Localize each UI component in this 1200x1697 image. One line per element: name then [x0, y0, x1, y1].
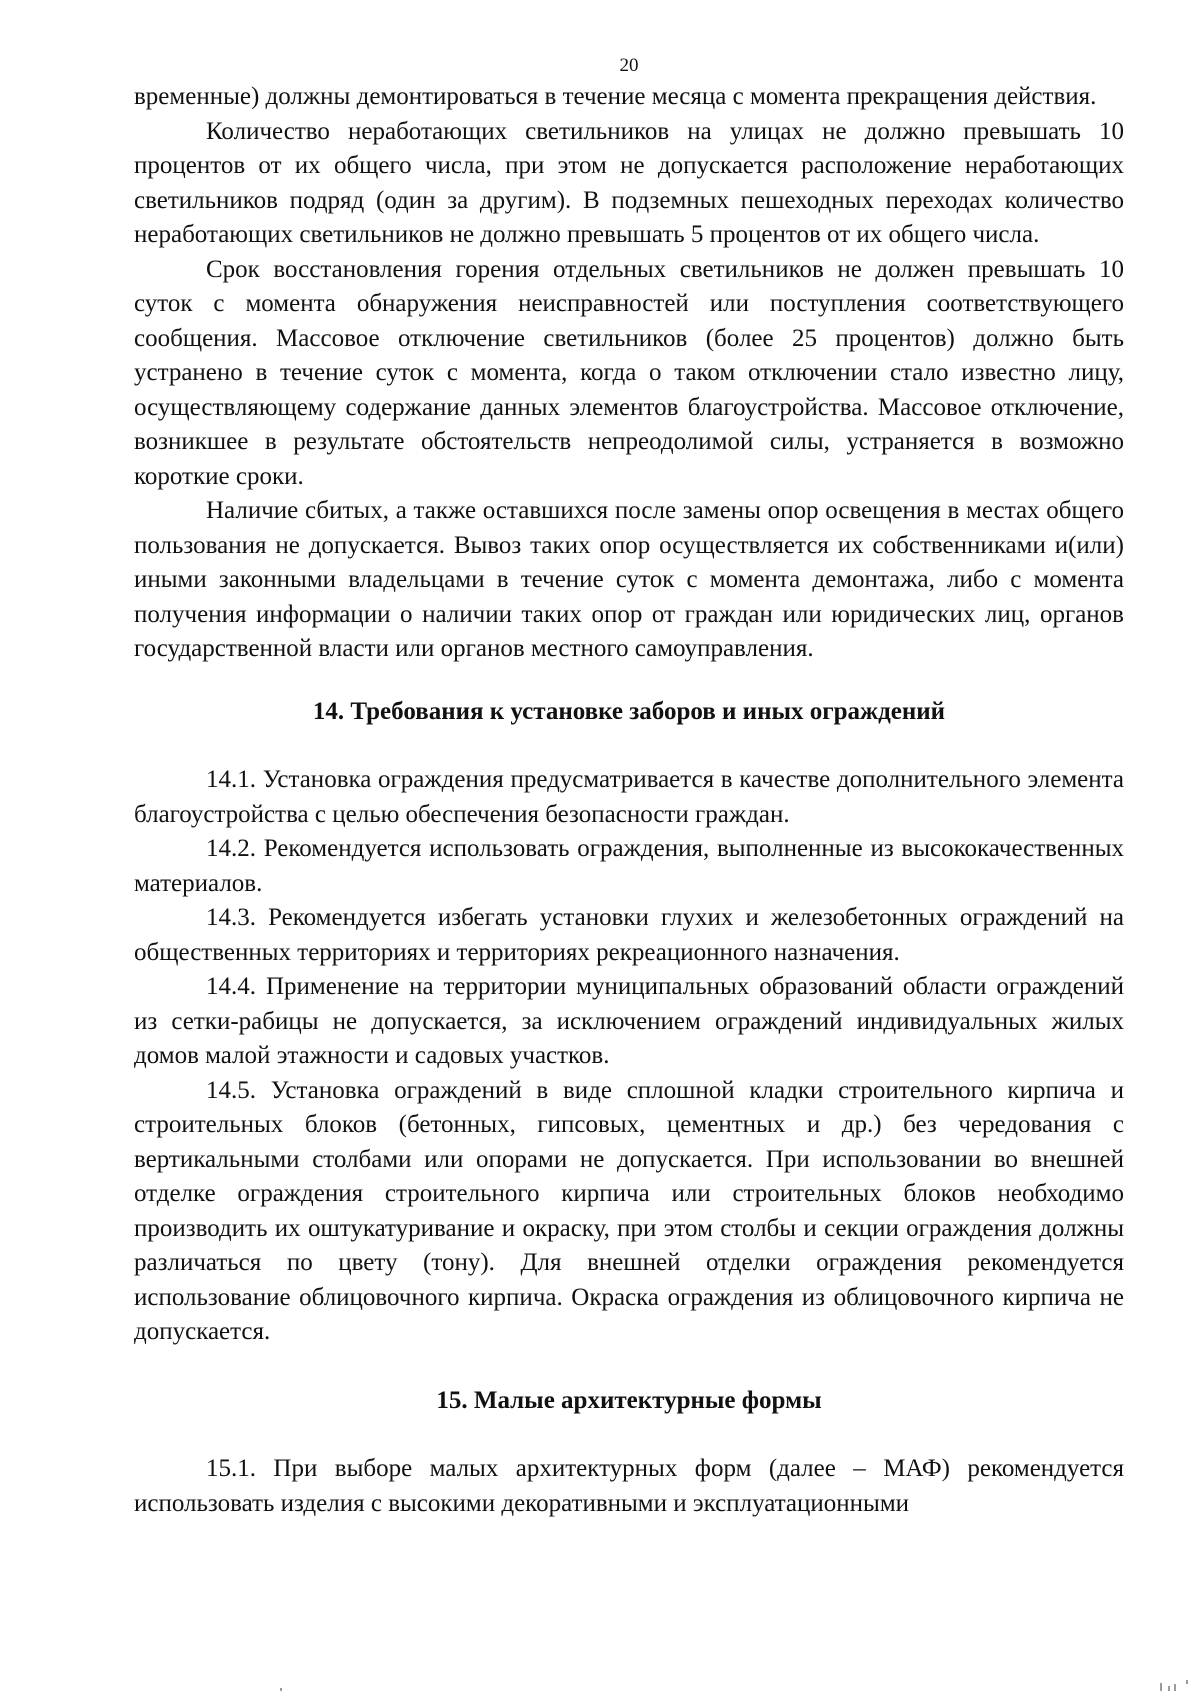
paragraph-restoration-term: Срок восстановления горения отдельных светильников не должен превышать 10 суток с момента обнаружения неисправностей или поступления соответствующего сообщения. Массовое отключение светильников (более 25 процентов) должно быть устранено в течение суток с момента, когда о таком отключении стало известно лицу, осуществляющему содержание данных элементов благоустройства. Массовое отключение, возникшее в результате обстоятельств непреодолимой силы, устраняется в возможно короткие сроки. — [134, 255, 1124, 490]
scan-speck — [280, 1688, 282, 1691]
clause-14-5: 14.5. Установка ограждений в виде сплошной кладки строительного кирпича и строительных блоков (бетонных, гипсовых, цементных и др.) без чередования с вертикальными столбами или опорами не допускается. При использовании во внешней отделке ограждения строительного кирпича или строительных блоков необходимо производить их оштукатуривание и окраску, при этом столбы и секции ограждения должны различаться по цвету (тону). Для внешней отделки ограждения рекомендуется использование облицовочного кирпича. Окраска ограждения из облицовочного кирпича не допускается. — [134, 1076, 1124, 1345]
clause-14-4: 14.4. Применение на территории муниципальных образований области ограждений из сетки-рабицы не допускается, за исключением ограждений индивидуальных жилых домов малой этажности и садовых участков. — [134, 973, 1124, 1069]
section-14-heading: 14. Требования к установке заборов и иных ограждений — [312, 697, 946, 725]
clause-14-3: 14.3. Рекомендуется избегать установки глухих и железобетонных ограждений на общественных территориях и территориях рекреационного назначения. — [134, 904, 1124, 966]
page-number: 20 — [619, 55, 639, 76]
clause-14-2: 14.2. Рекомендуется использовать ограждения, выполненные из высококачественных материалов. — [134, 835, 1124, 897]
scan-speck — [1160, 1683, 1162, 1691]
document-page — [134, 54, 1124, 1521]
scan-speck — [1168, 1686, 1170, 1691]
paragraph-knocked-down-poles: Наличие сбитых, а также оставшихся после замены опор освещения в местах общего пользования не допускается. Вывоз таких опор осуществляется их собственниками и(или) иными законными владельцами в течение суток с момента демонтажа, либо с момента получения информации о наличии таких опор от граждан или юридических лиц, органов государственной власти или органов местного самоуправления. — [134, 497, 1124, 662]
paragraph-continuation: временные) должны демонтироваться в течение месяца с момента прекращения действия. — [134, 83, 1097, 110]
clause-15-1: 15.1. При выборе малых архитектурных форм (далее – МАФ) рекомендуется использовать изделия с высокими декоративными и эксплуатационными — [134, 1455, 1124, 1517]
scan-speck — [1174, 1684, 1176, 1691]
clause-14-1: 14.1. Установка ограждения предусматривается в качестве дополнительного элемента благоустройства с целью обеспечения безопасности граждан. — [134, 766, 1124, 828]
scan-speck — [1186, 1680, 1188, 1684]
section-15-heading: 15. Малые архитектурные формы — [436, 1386, 822, 1414]
paragraph-broken-lamps: Количество неработающих светильников на улицах не должно превышать 10 процентов от их общего числа, при этом не допускается расположение неработающих светильников подряд (один за другим). В подземных пешеходных переходах количество неработающих светильников не должно превышать 5 процентов от их общего числа. — [134, 117, 1124, 248]
